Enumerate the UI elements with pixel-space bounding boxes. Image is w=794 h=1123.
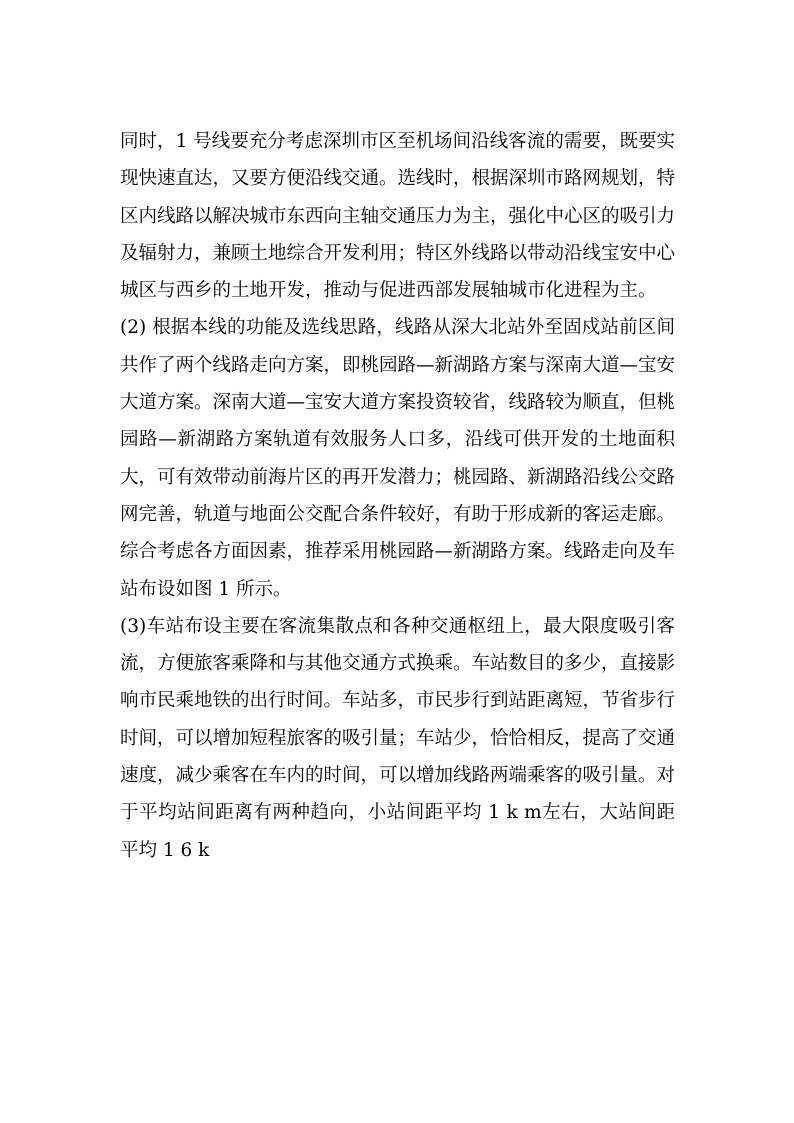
- body-text: [120, 123, 675, 869]
- paragraph-3: (3)车站布设主要在客流集散点和各种交通枢纽上，最大限度吸引客流，方便旅客乘降和与其他交通方式换乘。车站数目的多少，直接影响市民乘地铁的出行时间。车站多，市民步行到站距离短，节省步行时间，可以增加短程旅客的吸引量；车站少，恰恰相反，提高了交通速度，减少乘客在车内的时间，可以增加线路两端乘客的吸引量。对于平均站间距离有两种趋向，小站间距平均 1 k m左右，大站间距平均 1 6 k: [120, 615, 676, 861]
- paragraph-2: (2) 根据本线的功能及选线思路，线路从深大北站外至固戍站前区间共作了两个线路走向方案，即桃园路—新湖路方案与深南大道—宝安大道方案。深南大道—宝安大道方案投资较省，线路较为顺直，但桃园路—新湖路方案轨道有效服务人口多，沿线可供开发的土地面积大，可有效带动前海片区的再开发潜力；桃园路、新湖路沿线公交路网完善，轨道与地面公交配合条件较好，有助于形成新的客运走廊。综合考虑各方面因素，推荐采用桃园路—新湖路方案。线路走向及车站布设如图 1 所示。: [120, 317, 676, 600]
- paragraph-1: 同时，1 号线要充分考虑深圳市区至机场间沿线客流的需要，既要实现快速直达，又要方便沿线交通。选线时，根据深圳市路网规划，特区内线路以解决城市东西向主轴交通压力为主，强化中心区的吸引力及辐射力，兼顾土地综合开发利用；特区外线路以带动沿线宝安中心城区与西乡的土地开发，推动与促进西部发展轴城市化进程为主。: [120, 131, 676, 302]
